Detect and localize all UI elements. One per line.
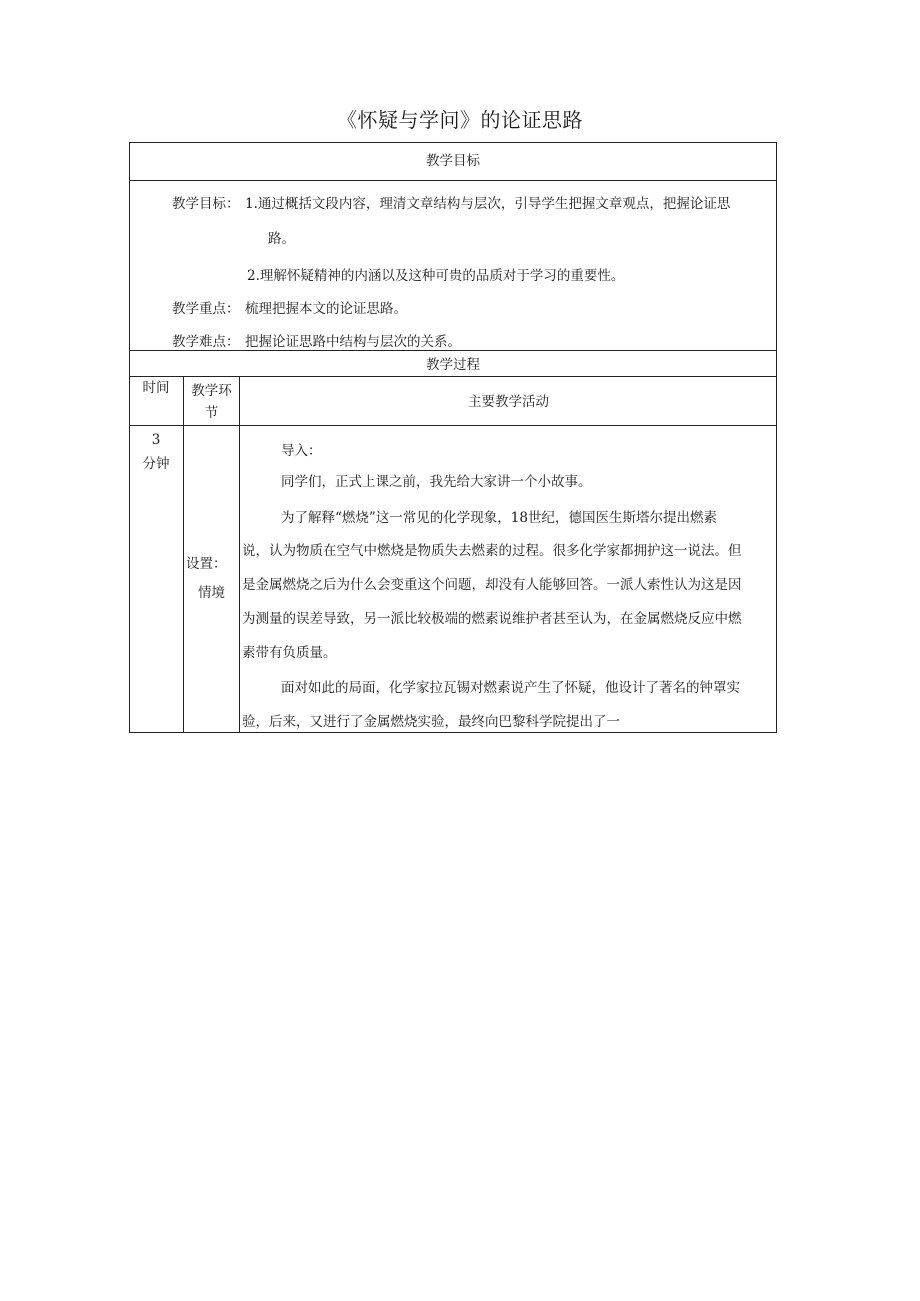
column-divider	[239, 376, 240, 733]
stage-line2: 情境	[198, 585, 225, 601]
stage-line1: 设置：	[186, 556, 227, 572]
activity-line: 是金属燃烧之后为什么会变重这个问题，却没有人能够回答。一派人索性认为这是因	[242, 577, 742, 593]
activity-line: 面对如此的局面，化学家拉瓦锡对燃素说产生了怀疑，他设计了著名的钟罩实	[281, 680, 740, 696]
activity-line: 素带有负质量。	[242, 645, 337, 661]
difficulty-label: 教学难点：	[172, 334, 240, 350]
time-unit: 分钟	[142, 456, 170, 472]
activity-line: 为了解释“燃烧”这一常见的化学现象，18世纪，德国医生斯塔尔提出燃素	[281, 510, 717, 526]
row-divider	[129, 180, 777, 181]
column-header-time: 时间	[142, 380, 170, 396]
row-divider	[129, 376, 777, 377]
activity-line: 为测量的误差导致，另一派比较极端的燃素说维护者甚至认为，在金属燃烧反应中燃	[242, 611, 742, 627]
time-value: 3	[151, 432, 161, 448]
goal-1-line2: 路。	[268, 231, 295, 247]
goal-label: 教学目标：	[172, 196, 240, 212]
goal-1-line1: 1.通过概括文段内容，理清文章结构与层次，引导学生把握文章观点，把握论证思	[245, 196, 731, 212]
column-header-stage-cont: 节	[204, 405, 219, 421]
activity-line: 导入：	[281, 443, 322, 459]
goal-2: 2.理解怀疑精神的内涵以及这种可贵的品质对于学习的重要性。	[247, 268, 625, 284]
row-divider	[129, 425, 777, 426]
activity-line: 验，后来，又进行了金属燃烧实验，最终向巴黎科学院提出了一	[242, 714, 620, 730]
objectives-header: 教学目标	[426, 153, 480, 169]
focus-text: 梳理把握本文的论证思路。	[245, 301, 407, 317]
column-header-stage: 教学环	[191, 383, 232, 399]
activity-line: 同学们，正式上课之前，我先给大家讲一个小故事。	[281, 474, 592, 490]
focus-label: 教学重点：	[172, 301, 240, 317]
lesson-table	[129, 142, 777, 733]
difficulty-text: 把握论证思路中结构与层次的关系。	[245, 334, 461, 350]
process-header: 教学过程	[426, 357, 480, 373]
column-header-activity: 主要教学活动	[468, 394, 549, 410]
column-divider	[183, 376, 184, 733]
activity-line: 说，认为物质在空气中燃烧是物质失去燃素的过程。很多化学家都拥护这一说法。但	[242, 543, 742, 559]
page-title: 《怀疑与学问》的论证思路	[337, 108, 583, 132]
